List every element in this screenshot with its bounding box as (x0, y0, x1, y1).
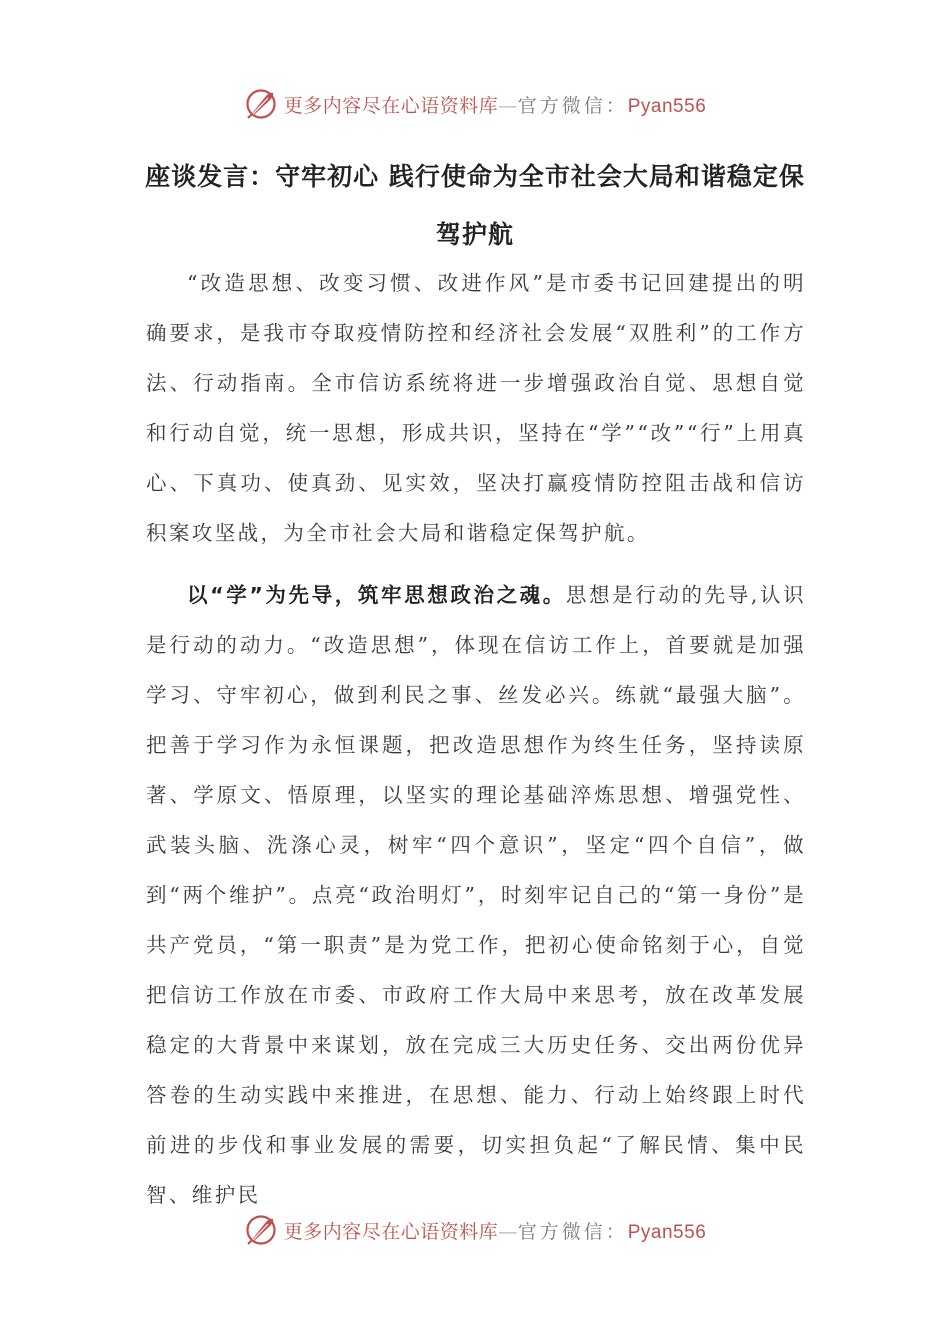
paragraph-intro: “改造思想、改变习惯、改进作风”是市委书记回建提出的明确要求，是我市夺取疫情防控和经济社会发展“双胜利”的工作方法、行动指南。全市信访系统将进一步增强政治自觉、思想自觉和行动自觉，统一思想，形成共识，坚持在“学”“改”“行”上用真心、下真功、使真劲、见实效，坚决打赢疫情防控阻击战和信访积案攻坚战，为全市社会大局和谐稳定保驾护航。 (146, 271, 806, 545)
banner-brand: 更多内容尽在心语资料库 (283, 1220, 499, 1243)
banner-wechat-label: 官方微信： (517, 94, 628, 117)
paragraph-study (146, 570, 806, 1220)
banner-caption (284, 91, 707, 118)
pen-quill-logo-icon (244, 1213, 278, 1247)
banner-wechat-label: 官方微信： (517, 1220, 628, 1243)
paragraph-lead-heading: 以“学”为先导，筑牢思想政治之魂。 (187, 583, 566, 607)
paragraph-study-body: 思想是行动的先导,认识是行动的动力。“改造思想”，体现在信访工作上，首要就是加强学习、守牢初心，做到利民之事、丝发必兴。练就“最强大脑”。把善于学习作为永恒课题，把改造思想作为终生任务，坚持读原著、学原文、悟原理，以坚实的理论基础淬炼思想、增强党性、武装头脑、洗涤心灵，树牢“四个意识”，坚定“四个自信”，做到“两个维护”。点亮“政治明灯”，时刻牢记自己的“第一身份”是共产党员，“第一职责”是为党工作，把初心使命铭刻于心，自觉把信访工作放在市委、市政府工作大局中来思考，放在改革发展稳定的大背景中来谋划，放在完成三大历史任务、交出两份优异答卷的生动实践中来推进，在思想、能力、行动上始终跟上时代前进的步伐和事业发展的需要，切实担负起“了解民情、集中民智、维护民 (146, 583, 806, 1207)
banner-wechat-id: Pyan556 (627, 1221, 707, 1243)
pen-quill-logo-icon (244, 87, 278, 121)
footer-banner (0, 1210, 950, 1250)
banner-wechat-id: Pyan556 (627, 95, 707, 117)
banner-caption (284, 1217, 707, 1244)
banner-separator: — (498, 1220, 518, 1243)
header-banner (0, 84, 950, 124)
banner-brand: 更多内容尽在心语资料库 (283, 94, 499, 117)
page-title: 座谈发言：守牢初心 践行使命为全市社会大局和谐稳定保驾护航 (145, 162, 805, 249)
banner-separator: — (498, 94, 518, 117)
